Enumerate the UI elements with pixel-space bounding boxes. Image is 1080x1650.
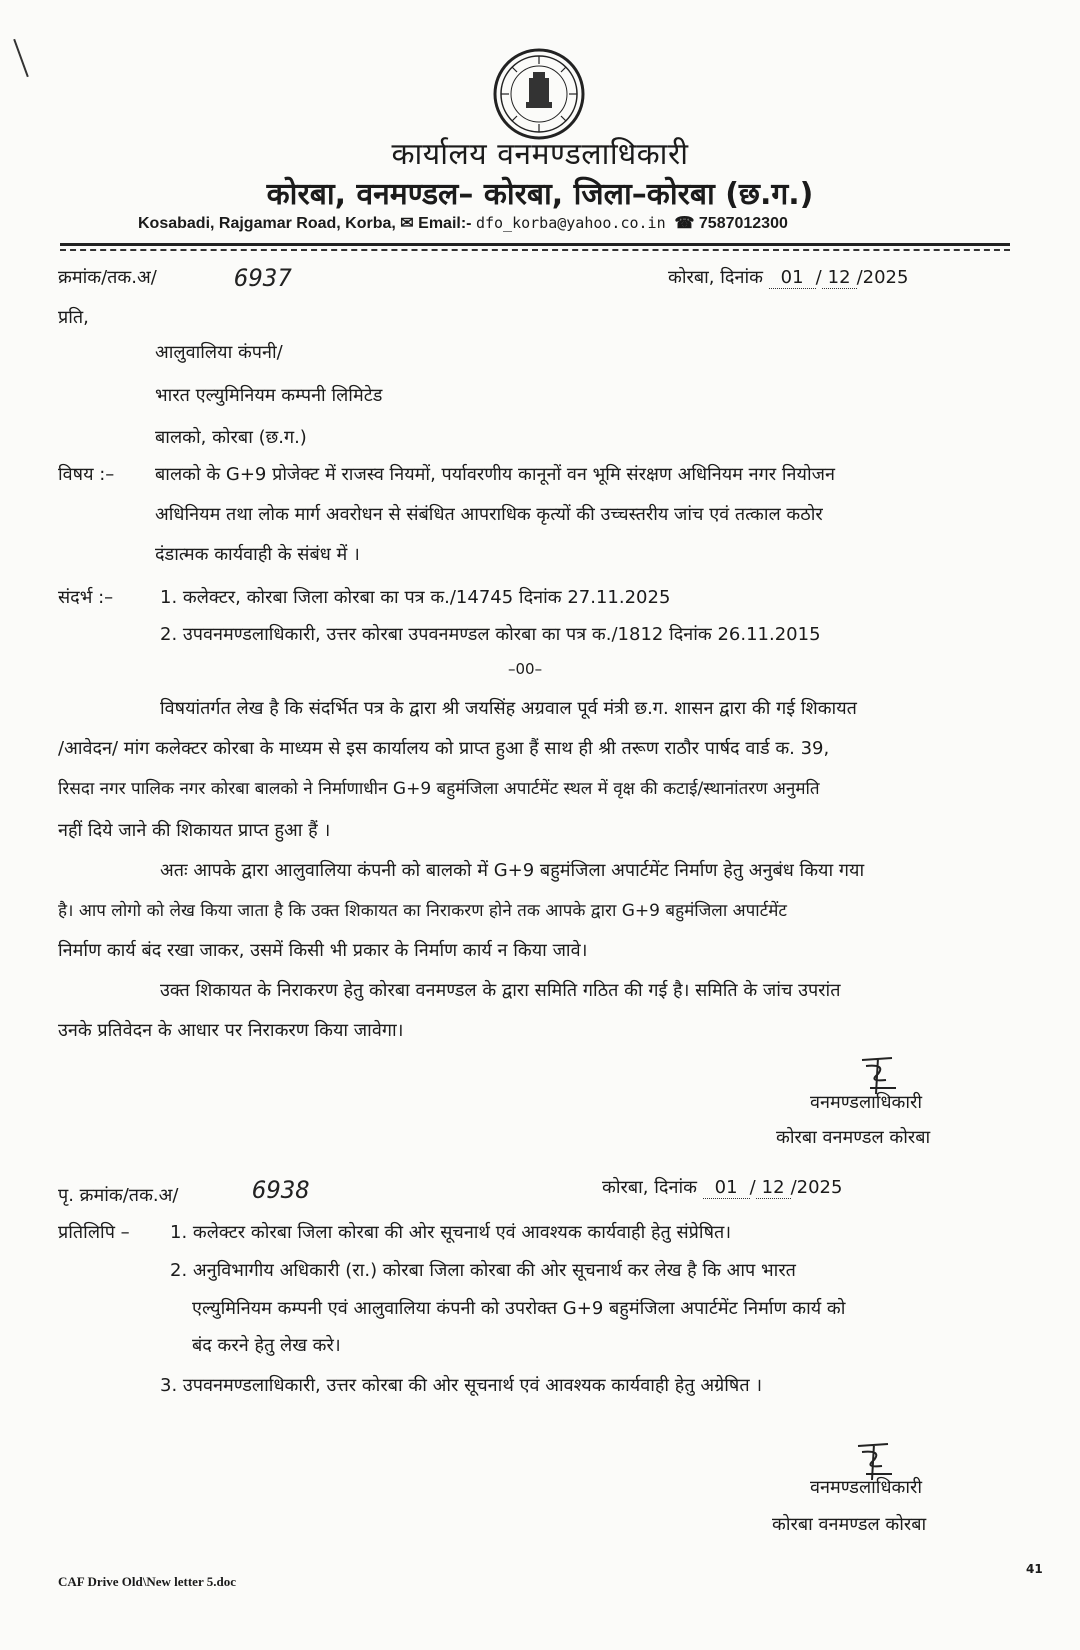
footer-file-path: CAF Drive Old\New letter 5.doc	[58, 1574, 236, 1589]
header-divider	[60, 243, 1010, 246]
office-title: कार्यालय वनमण्डलाधिकारी	[391, 137, 689, 172]
margin-mark	[13, 39, 29, 77]
signature-office: कोरबा वनमण्डल कोरबा	[776, 1127, 931, 1148]
body-line-7: निर्माण कार्य बंद रखा जाकर, उसमें किसी भी प्रकार के निर्माण कार्य न किया जावे।	[58, 940, 588, 961]
reference-label: संदर्भ :–	[58, 587, 114, 608]
ref-number: 6937	[234, 264, 292, 292]
body-line-5: अतः आपके द्वारा आलुवालिया कंपनी को बालको में G+9 बहुमंजिला अपार्टमेंट निर्माण हेतु अनुबंध किया गया	[160, 860, 865, 881]
date-day: 01	[769, 267, 816, 289]
body-line-8: उक्त शिकायत के निराकरण हेतु कोरबा वनमण्डल के द्वारा समिति गठित की गई है। समिति के जांच उपरांत	[160, 980, 841, 1001]
copy-item-3: 3. उपवनमण्डलाधिकारी, उत्तर कोरबा की ओर सूचनार्थ एवं आवश्यक कार्यवाही हेतु अग्रेषित ।	[160, 1375, 763, 1396]
reference-item-2: 2. उपवनमण्डलाधिकारी, उत्तर कोरबा उपवनमण्डल कोरबा का पत्र क./1812 दिनांक 26.11.2015	[160, 624, 821, 645]
copy-signature-title: वनमण्डलाधिकारी	[810, 1477, 923, 1498]
state-emblem-icon	[493, 48, 585, 140]
copy-signature-office: कोरबा वनमण्डल कोरबा	[772, 1514, 927, 1535]
copy-date-month: 12	[756, 1177, 791, 1199]
ref-label: क्रमांक/तक.अ/	[58, 267, 157, 288]
email-label: Email:-	[418, 215, 472, 232]
signature-title: वनमण्डलाधिकारी	[810, 1092, 923, 1113]
copy-date-label: कोरबा, दिनांक	[602, 1177, 697, 1198]
copy-item-2: 2. अनुविभागीय अधिकारी (रा.) कोरबा जिला कोरबा की ओर सूचनार्थ कर लेख है कि आप भारत	[170, 1260, 796, 1281]
body-line-4: नहीं दिये जाने की शिकायत प्राप्त हुआ हैं ।	[58, 820, 331, 841]
email-address[interactable]: dfo_korba@yahoo.co.in	[475, 214, 666, 232]
copy-label: प्रतिलिपि –	[58, 1222, 130, 1243]
header-divider-dashed	[60, 249, 1010, 251]
separator: –00–	[508, 660, 543, 678]
addressee-line-1: आलुवालिया कंपनी/	[155, 342, 283, 363]
copy-item-1: 1. कलेक्टर कोरबा जिला कोरबा की ओर सूचनार्थ एवं आवश्यक कार्यवाही हेतु संप्रेषित।	[170, 1222, 732, 1243]
contact-line	[138, 213, 788, 233]
copy-ref-label: पृ. क्रमांक/तक.अ/	[58, 1185, 179, 1206]
date-month: 12	[822, 267, 857, 289]
body-line-9: उनके प्रतिवेदन के आधार पर निराकरण किया जावेगा।	[58, 1020, 404, 1041]
addressee-line-2: भारत एल्युमिनियम कम्पनी लिमिटेड	[155, 385, 383, 406]
subject-line-3: दंडात्मक कार्यवाही के संबंध में ।	[155, 544, 360, 565]
body-line-2: /आवेदन/ मांग कलेक्टर कोरबा के माध्यम से इस कार्यालय को प्राप्त हुआ हैं साथ ही श्री तरूण राठौर पार्षद वार्ड क. 39,	[58, 738, 830, 759]
copy-item-2-cont: एल्युमिनियम कम्पनी एवं आलुवालिया कंपनी को उपरोक्त G+9 बहुमंजिला अपार्टमेंट निर्माण कार्य को	[192, 1298, 846, 1319]
date-line: कोरबा, दिनांक 01 / 12 /2025	[668, 267, 909, 288]
copy-date-day: 01	[703, 1177, 750, 1199]
address: Kosabadi, Rajgamar Road, Korba,	[138, 215, 396, 232]
subject-line-1: बालको के G+9 प्रोजेक्ट में राजस्व नियमों, पर्यावरणीय कानूनों वन भूमि संरक्षण अधिनियम नगर नियोजन	[155, 464, 835, 485]
body-line-3: रिसदा नगर पालिक नगर कोरबा बालको ने निर्माणाधीन G+9 बहुमंजिला अपार्टमेंट स्थल में वृक्ष की कटाई/स्थानांतरण अनुमति	[58, 779, 820, 799]
subject-label: विषय :–	[58, 464, 115, 485]
date-year: /2025	[856, 267, 909, 288]
subject-line-2: अधिनियम तथा लोक मार्ग अवरोधन से संबंधित आपराधिक कृत्यों की उच्चस्तरीय जांच एवं तत्काल कठोर	[155, 504, 823, 525]
body-line-6: है। आप लोगो को लेख किया जाता है कि उक्त शिकायत का निराकरण होने तक आपके द्वारा G+9 बहुमंजिला अपार्टमेंट	[58, 901, 787, 921]
copy-ref-number: 6938	[252, 1176, 310, 1204]
addressee-line-3: बालको, कोरबा (छ.ग.)	[155, 427, 307, 448]
to-label: प्रति,	[58, 307, 89, 328]
page-number: 41	[1026, 1562, 1043, 1576]
office-subtitle: कोरबा, वनमण्डल– कोरबा, जिला–कोरबा (छ.ग.)	[266, 177, 814, 212]
body-line-1: विषयांतर्गत लेख है कि संदर्भित पत्र के द्वारा श्री जयसिंह अग्रवाल पूर्व मंत्री छ.ग. शासन द्वारा की गई शिकायत	[160, 698, 857, 719]
copy-date-year: /2025	[790, 1177, 843, 1198]
phone-number: 7587012300	[698, 215, 788, 232]
phone-icon: ☎	[674, 215, 695, 232]
reference-item-1: 1. कलेक्टर, कोरबा जिला कोरबा का पत्र क./14745 दिनांक 27.11.2025	[160, 587, 671, 608]
copy-item-2-cont2: बंद करने हेतु लेख करे।	[192, 1335, 341, 1356]
date-label: कोरबा, दिनांक	[668, 267, 763, 288]
envelope-icon: ✉	[400, 215, 414, 232]
copy-date-line: कोरबा, दिनांक 01 / 12 /2025	[602, 1177, 843, 1198]
